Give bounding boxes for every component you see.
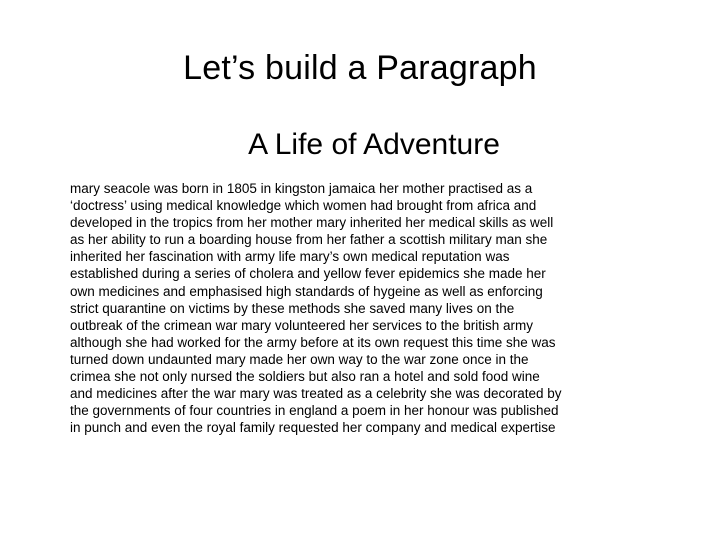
paragraph-line: established during a series of cholera and yellow fever epidemics she made her [70,266,546,282]
paragraph-line: and medicines after the war mary was treated as a celebrity she was decorated by [70,386,562,402]
paragraph-line: own medicines and emphasised high standards of hygeine as well as enforcing [70,283,543,299]
paragraph-line: in punch and even the royal family requested her company and medical expertise [70,420,556,436]
paragraph-line: mary seacole was born in 1805 in kingston jamaica her mother practised as a [70,181,533,196]
paragraph [70,180,682,436]
paragraph-line: strict quarantine on victims by these methods she saved many lives on the [70,300,515,316]
slide-title: Let’s build a Paragraph [183,49,537,87]
paragraph-line: although she had worked for the army before at its own request this time she was [70,334,556,350]
paragraph-line: crimea she not only nursed the soldiers but also ran a hotel and sold food wine [70,369,540,385]
paragraph-line: the governments of four countries in england a poem in her honour was published [70,403,559,419]
paragraph-line: as her ability to run a boarding house from her father a scottish military man she [70,232,548,248]
slide-subtitle: A Life of Adventure [248,128,500,161]
paragraph-line: outbreak of the crimean war mary volunteered her services to the british army [70,317,533,333]
paragraph-line: ‘doctress’ using medical knowledge which women had brought from africa and [70,198,537,214]
paragraph-line: developed in the tropics from her mother mary inherited her medical skills as well [70,215,554,231]
paragraph-line: turned down undaunted mary made her own way to the war zone once in the [70,351,529,367]
paragraph-line: inherited her fascination with army life mary’s own medical reputation was [70,249,510,265]
